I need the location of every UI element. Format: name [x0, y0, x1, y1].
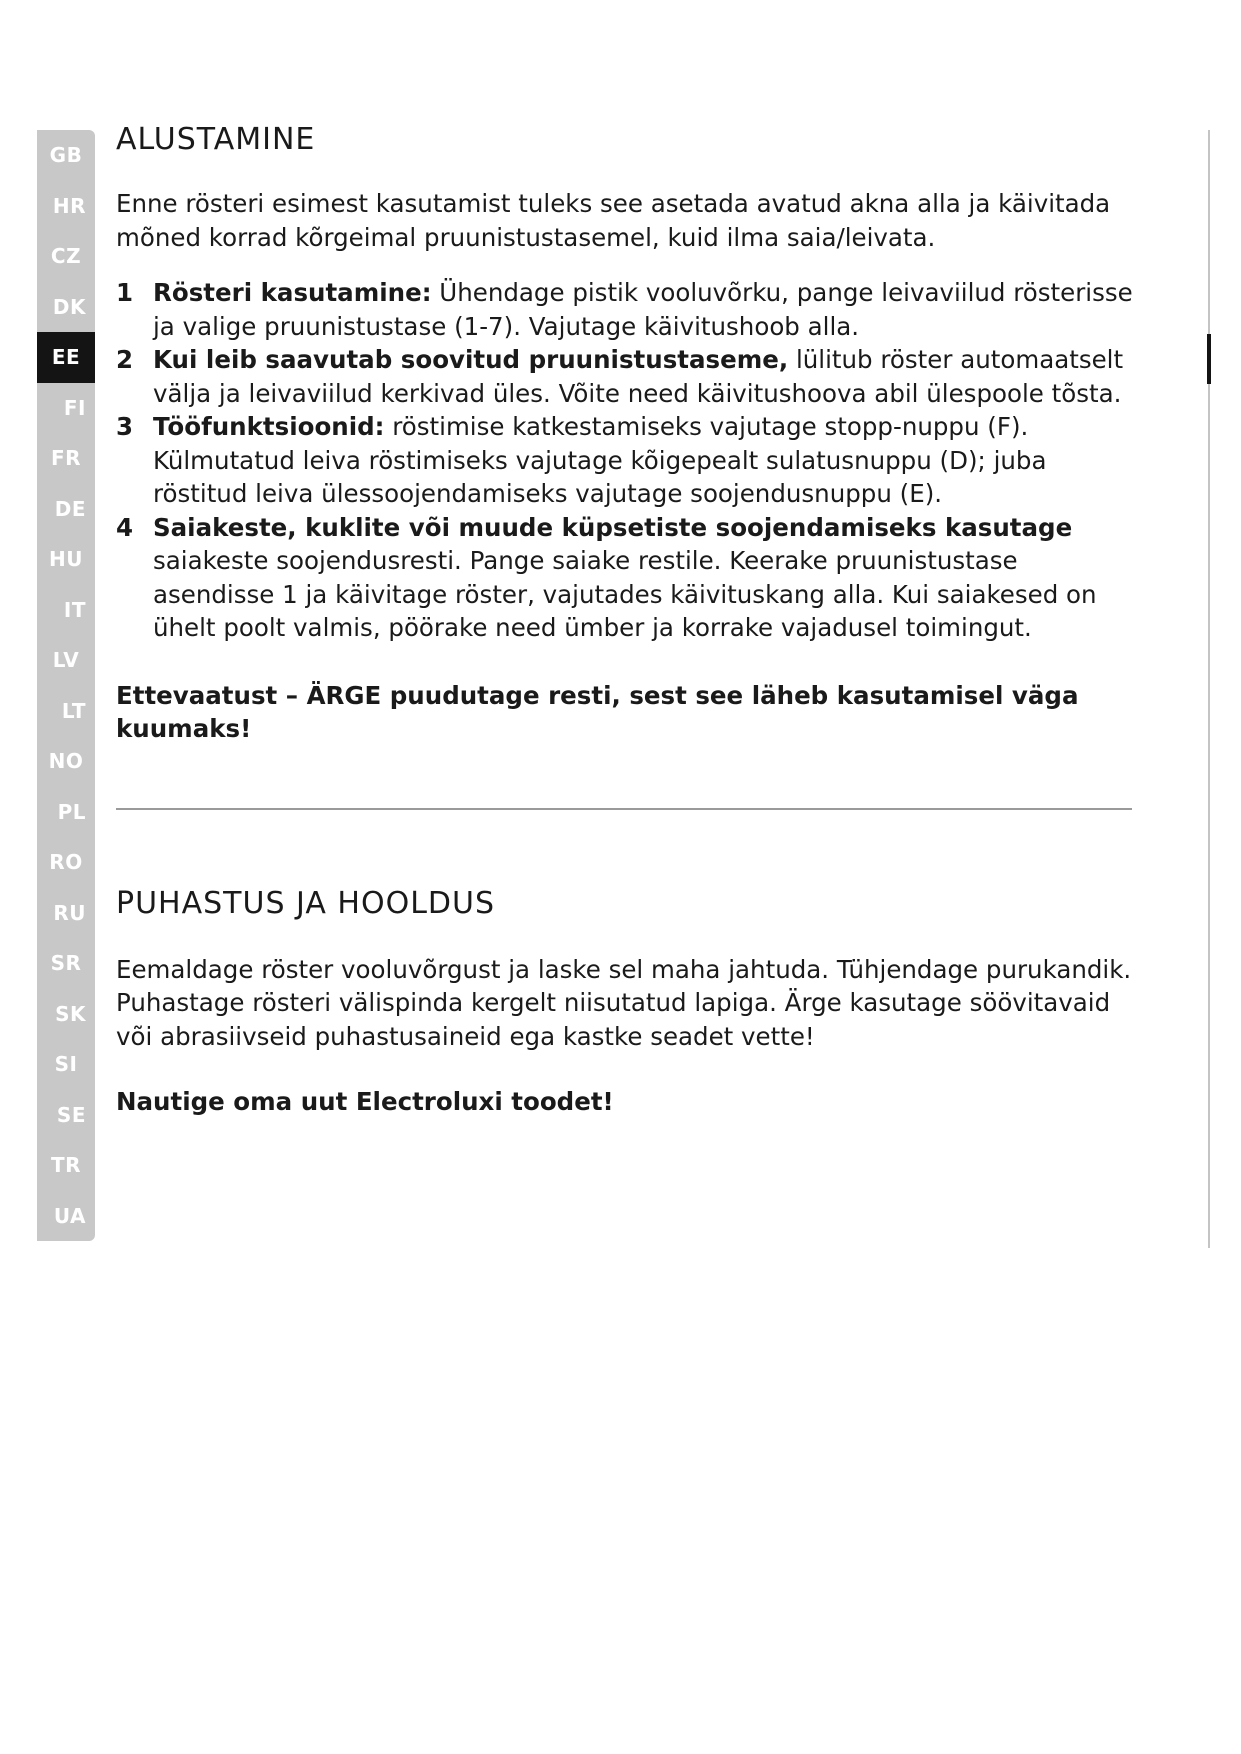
intro-paragraph: Enne rösteri esimest kasutamist tuleks see asetada avatud akna alla ja käivitada mõned korrad kõrgeimal pruunistustasemel, kuid ilma saia/leivata.: [116, 189, 1111, 252]
step-heading: Rösteri kasutamine:: [153, 278, 432, 307]
page-content: [116, 122, 1136, 1119]
language-tab-lt[interactable]: LT: [61, 698, 86, 723]
language-tab-ru[interactable]: RU: [53, 900, 86, 925]
language-tab-dk[interactable]: DK: [52, 294, 86, 319]
step-text: lülitub röster automaatselt välja ja leivaviilud kerkivad üles. Võite need käivitushoova abil ülespoole tõsta.: [153, 345, 1124, 408]
language-tab-sr[interactable]: SR: [50, 951, 82, 975]
language-tab-ua[interactable]: UA: [53, 1203, 86, 1228]
list-item: [116, 276, 1136, 343]
language-tab-se[interactable]: SE: [56, 1102, 86, 1127]
language-tab-it[interactable]: IT: [63, 597, 86, 622]
section-divider: [116, 808, 1132, 810]
language-tabs: [37, 130, 95, 1241]
language-tab-fr[interactable]: FR: [50, 446, 82, 470]
language-tab-hu[interactable]: HU: [49, 547, 83, 571]
steps-list: [116, 276, 1136, 645]
language-tab-pl[interactable]: PL: [57, 799, 86, 824]
language-tab-gb[interactable]: GB: [49, 143, 83, 167]
language-tab-sk[interactable]: SK: [55, 1001, 86, 1026]
step-text: röstimise katkestamiseks vajutage stopp-nuppu (F). Külmutatud leiva röstimiseks vajutage kõigepealt sulatusnuppu (D); juba röstitud leiva ülessoojendamiseks vajutage soojendusnuppu (E).: [153, 412, 1047, 508]
cleaning-paragraph: Eemaldage röster vooluvõrgust ja laske sel maha jahtuda. Tühjendage purukandik. Puhastage rösteri välispinda kergelt niisutatud lapiga. Ärge kasutage söövitavaid või abrasiivseid puhastusaineid ega kastke seadet vette!: [116, 954, 1132, 1051]
list-item: [116, 343, 1136, 410]
step-number: 4: [116, 512, 134, 542]
closing-text: Nautige oma uut Electroluxi toodet!: [116, 1087, 614, 1116]
language-tab-lv[interactable]: LV: [52, 648, 80, 672]
language-tab-hr[interactable]: HR: [52, 193, 86, 218]
step-heading: Saiakeste, kuklite või muude küpsetiste soojendamiseks kasutage: [153, 512, 1073, 542]
right-margin-marker: [1207, 334, 1211, 384]
warning-text: Ettevaatust – ÄRGE puudutage resti, sest see läheb kasutamisel väga kuumaks!: [116, 680, 1079, 743]
language-tab-cz[interactable]: CZ: [50, 244, 82, 268]
language-tab-ro[interactable]: RO: [49, 850, 83, 874]
language-tab-si[interactable]: SI: [54, 1052, 78, 1076]
language-tab-tr[interactable]: TR: [50, 1153, 82, 1177]
step-number: 3: [116, 412, 134, 441]
step-text: Ühendage pistik vooluvõrku, pange leivaviilud rösterisse ja valige pruunistustase (1-7). Vajutage käivitushoob alla.: [153, 278, 1133, 341]
language-tab-ee[interactable]: EE: [37, 332, 95, 383]
right-margin-rule: [1208, 130, 1210, 1248]
language-tab-fi[interactable]: FI: [63, 395, 86, 420]
section-title-cleaning: PUHASTUS JA HOOLDUS: [116, 885, 496, 921]
language-tab-no[interactable]: NO: [48, 749, 84, 773]
step-heading: Kui leib saavutab soovitud pruunistustaseme,: [153, 345, 789, 374]
language-tab-de[interactable]: DE: [54, 496, 86, 521]
section-title-getting-started: ALUSTAMINE: [116, 122, 316, 157]
step-number: 2: [116, 345, 134, 374]
list-item: [116, 511, 1136, 645]
list-item: [116, 410, 1136, 511]
step-text: saiakeste soojendusresti. Pange saiake restile. Keerake pruunistustase asendisse 1 ja käivitage röster, vajutades käivituskang alla. Kui saiakesed on ühelt poolt valmis, pöörake need ümber ja korrake vajadusel toimingut.: [153, 546, 1097, 642]
step-heading: Tööfunktsioonid:: [153, 412, 385, 441]
step-number: 1: [116, 278, 134, 307]
